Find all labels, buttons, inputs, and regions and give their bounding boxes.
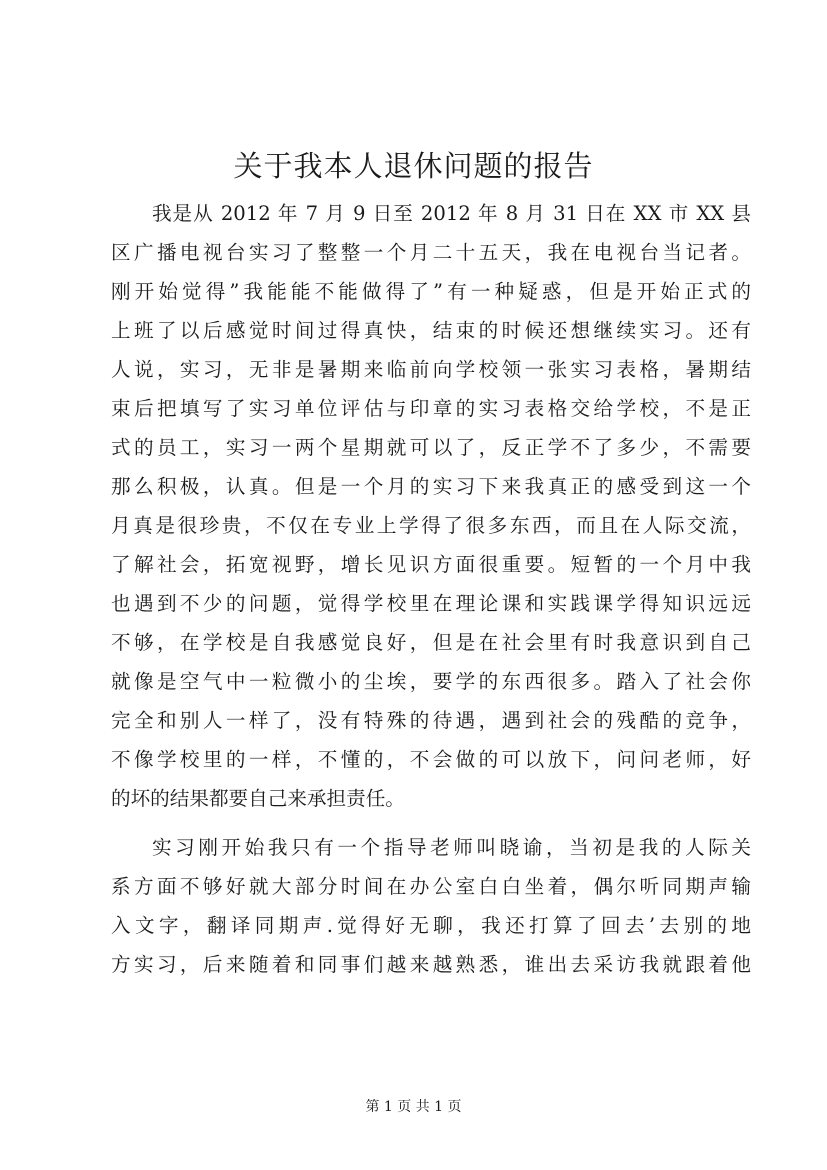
- paragraph: [111, 194, 751, 818]
- paragraph-line: 人说，实习，无非是暑期来临前向学校领一张实习表格，暑期结: [111, 358, 751, 381]
- paragraph-line: 入文字，翻译同期声.觉得好无聊，我还打算了回去’去别的地: [111, 914, 751, 937]
- paragraph-line: 的坏的结果都要自己来承担责任。: [111, 787, 405, 810]
- paragraph-line: 区广播电视台实习了整整一个月二十五天，我在电视台当记者。: [111, 241, 751, 264]
- paragraph-line: 束后把填写了实习单位评估与印章的实习表格交给学校，不是正: [111, 397, 751, 420]
- paragraph-line: 刚开始觉得”我能能不能做得了”有一种疑惑，但是开始正式的: [111, 280, 751, 303]
- paragraph-line: 就像是空气中一粒微小的尘埃，要学的东西很多。踏入了社会你: [111, 670, 751, 693]
- paragraph-line: 上班了以后感觉时间过得真快，结束的时候还想继续实习。还有: [111, 319, 751, 342]
- paragraph-line: 月真是很珍贵，不仅在专业上学得了很多东西，而且在人际交流，: [111, 514, 751, 537]
- paragraph-line: 实习刚开始我只有一个指导老师叫晓谕，当初是我的人际关: [152, 836, 751, 859]
- paragraph-line: 我是从 2012 年 7 月 9 日至 2012 年 8 月 31 日在 XX 市 XX 县: [152, 202, 751, 225]
- paragraph-line: 不够，在学校是自我感觉良好，但是在社会里有时我意识到自己: [111, 631, 751, 654]
- paragraph-line: 也遇到不少的问题，觉得学校里在理论课和实践课学得知识远远: [111, 592, 751, 615]
- document-body: [111, 194, 751, 984]
- paragraph-line: 完全和别人一样了，没有特殊的待遇，遇到社会的残酷的竞争，: [111, 709, 751, 732]
- paragraph-spacer: [111, 818, 751, 828]
- paragraph: [111, 828, 751, 984]
- paragraph-line: 不像学校里的一样，不懂的，不会做的可以放下，问问老师，好: [111, 748, 751, 771]
- paragraph-line: 系方面不够好就大部分时间在办公室白白坐着，偶尔听同期声输: [111, 875, 751, 898]
- page-footer: 第 1 页 共 1 页: [365, 1099, 462, 1115]
- paragraph-line: 式的员工，实习一两个星期就可以了，反正学不了多少，不需要: [111, 436, 751, 459]
- paragraph-line: 那么积极，认真。但是一个月的实习下来我真正的感受到这一个: [111, 475, 751, 498]
- document-title: 关于我本人退休问题的报告: [233, 149, 594, 183]
- paragraph-line: 了解社会，拓宽视野，增长见识方面很重要。短暂的一个月中我: [111, 553, 751, 576]
- paragraph-line: 方实习，后来随着和同事们越来越熟悉，谁出去采访我就跟着他: [111, 953, 751, 976]
